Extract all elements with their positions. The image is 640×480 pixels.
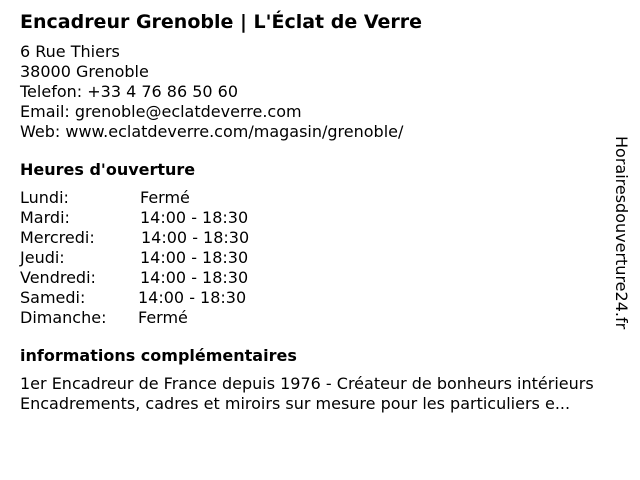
hours-day: Mardi: xyxy=(20,208,70,227)
website-address: Web: www.eclatdeverre.com/magasin/grenoble/ xyxy=(20,122,404,141)
email-address: Email: grenoble@eclatdeverre.com xyxy=(20,102,302,121)
hours-row-vendredi xyxy=(20,268,620,288)
info-description: 1er Encadreur de France depuis 1976 - Créateur de bonheurs intérieurs xyxy=(20,374,594,393)
hours-row-dimanche xyxy=(20,308,620,328)
opening-hours-heading: Heures d'ouverture xyxy=(20,160,196,179)
address-city: 38000 Grenoble xyxy=(20,62,149,81)
hours-row-lundi xyxy=(20,188,620,208)
hours-day: Lundi: xyxy=(20,188,69,207)
hours-day: Mercredi: xyxy=(20,228,95,247)
hours-time: 14:00 - 18:30 xyxy=(140,268,249,287)
hours-row-jeudi xyxy=(20,248,620,268)
address-street: 6 Rue Thiers xyxy=(20,42,120,61)
store-title: Encadreur Grenoble | L'Éclat de Verre xyxy=(20,11,423,33)
hours-row-samedi xyxy=(20,288,620,308)
phone-number: Telefon: +33 4 76 86 50 60 xyxy=(20,82,239,101)
store-info-card xyxy=(20,10,620,414)
hours-day: Vendredi: xyxy=(20,268,96,287)
hours-row-mardi xyxy=(20,208,620,228)
hours-time: 14:00 - 18:30 xyxy=(138,288,247,307)
address-block xyxy=(20,42,620,142)
hours-day: Samedi: xyxy=(20,288,86,307)
hours-day: Dimanche: xyxy=(20,308,107,327)
info-services: Encadrements, cadres et miroirs sur mesure pour les particuliers e... xyxy=(20,394,571,413)
hours-time: 14:00 - 18:30 xyxy=(140,248,249,267)
hours-row-mercredi xyxy=(20,228,620,248)
hours-day: Jeudi: xyxy=(20,248,65,267)
opening-hours-table xyxy=(20,188,620,328)
hours-time: 14:00 - 18:30 xyxy=(141,228,250,247)
hours-time: Fermé xyxy=(140,188,190,207)
additional-info-block xyxy=(20,374,620,414)
additional-info-heading: informations complémentaires xyxy=(20,346,297,365)
site-watermark: Horairesdouverture24.fr xyxy=(612,136,631,330)
hours-time: 14:00 - 18:30 xyxy=(140,208,249,227)
hours-time: Fermé xyxy=(138,308,188,327)
